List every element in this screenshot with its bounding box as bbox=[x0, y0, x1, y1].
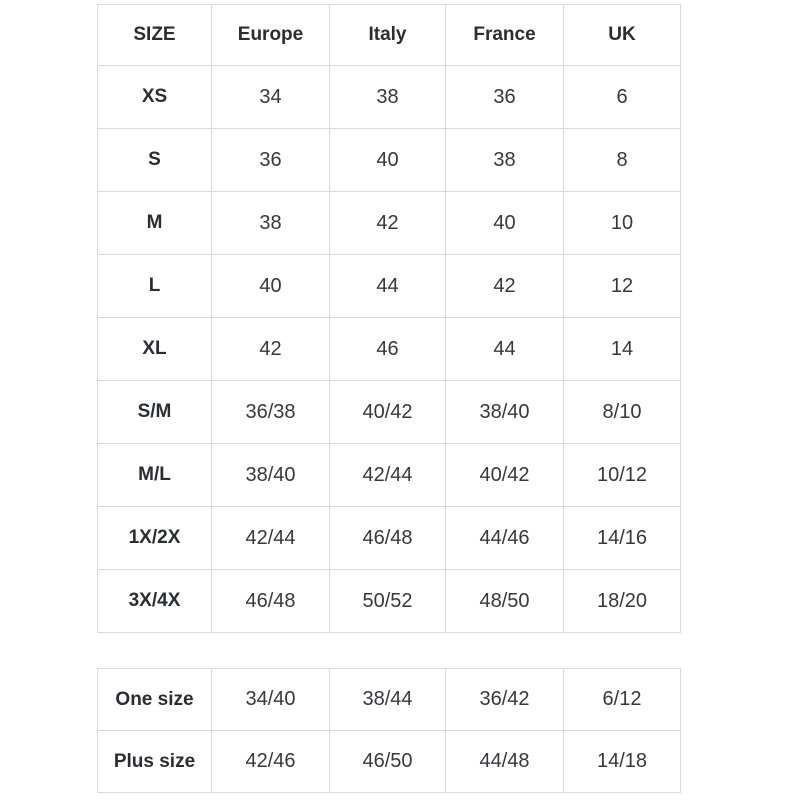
value-cell: 46 bbox=[330, 318, 446, 381]
table-row bbox=[98, 255, 681, 318]
value-cell: 38/44 bbox=[330, 669, 446, 731]
value-cell: 14/18 bbox=[564, 731, 681, 793]
size-label-cell: XS bbox=[98, 66, 212, 129]
extra-table-body bbox=[98, 669, 681, 793]
value-cell: 44/46 bbox=[446, 507, 564, 570]
value-cell: 12 bbox=[564, 255, 681, 318]
table-row bbox=[98, 669, 681, 731]
main-table-body bbox=[98, 66, 681, 633]
value-cell: 34/40 bbox=[212, 669, 330, 731]
value-cell: 42 bbox=[330, 192, 446, 255]
table-row bbox=[98, 192, 681, 255]
size-label-cell: 3X/4X bbox=[98, 570, 212, 633]
size-label-cell: One size bbox=[98, 669, 212, 731]
table-row bbox=[98, 731, 681, 793]
header-cell-size: SIZE bbox=[98, 5, 212, 66]
value-cell: 36/38 bbox=[212, 381, 330, 444]
value-cell: 38 bbox=[212, 192, 330, 255]
value-cell: 40 bbox=[212, 255, 330, 318]
header-cell-italy: Italy bbox=[330, 5, 446, 66]
value-cell: 38 bbox=[330, 66, 446, 129]
size-label-cell: S/M bbox=[98, 381, 212, 444]
header-row bbox=[98, 5, 681, 66]
size-label-cell: L bbox=[98, 255, 212, 318]
size-label-cell: XL bbox=[98, 318, 212, 381]
table-row bbox=[98, 129, 681, 192]
value-cell: 14/16 bbox=[564, 507, 681, 570]
value-cell: 42 bbox=[212, 318, 330, 381]
table-row bbox=[98, 570, 681, 633]
value-cell: 38/40 bbox=[446, 381, 564, 444]
value-cell: 18/20 bbox=[564, 570, 681, 633]
table-row bbox=[98, 318, 681, 381]
size-label-cell: S bbox=[98, 129, 212, 192]
size-label-cell: 1X/2X bbox=[98, 507, 212, 570]
size-label-cell: M bbox=[98, 192, 212, 255]
value-cell: 8 bbox=[564, 129, 681, 192]
value-cell: 48/50 bbox=[446, 570, 564, 633]
value-cell: 8/10 bbox=[564, 381, 681, 444]
header-cell-europe: Europe bbox=[212, 5, 330, 66]
value-cell: 40 bbox=[330, 129, 446, 192]
main-size-table bbox=[97, 4, 681, 633]
value-cell: 42 bbox=[446, 255, 564, 318]
value-cell: 42/46 bbox=[212, 731, 330, 793]
value-cell: 50/52 bbox=[330, 570, 446, 633]
value-cell: 46/50 bbox=[330, 731, 446, 793]
value-cell: 38 bbox=[446, 129, 564, 192]
table-row bbox=[98, 507, 681, 570]
value-cell: 36/42 bbox=[446, 669, 564, 731]
size-label-cell: M/L bbox=[98, 444, 212, 507]
value-cell: 6/12 bbox=[564, 669, 681, 731]
value-cell: 46/48 bbox=[330, 507, 446, 570]
value-cell: 40/42 bbox=[446, 444, 564, 507]
table-row bbox=[98, 66, 681, 129]
size-label-cell: Plus size bbox=[98, 731, 212, 793]
value-cell: 44/48 bbox=[446, 731, 564, 793]
extra-size-table-wrap bbox=[97, 668, 681, 793]
value-cell: 42/44 bbox=[212, 507, 330, 570]
header-cell-uk: UK bbox=[564, 5, 681, 66]
table-row bbox=[98, 444, 681, 507]
value-cell: 10/12 bbox=[564, 444, 681, 507]
value-cell: 36 bbox=[212, 129, 330, 192]
value-cell: 46/48 bbox=[212, 570, 330, 633]
value-cell: 10 bbox=[564, 192, 681, 255]
header-cell-france: France bbox=[446, 5, 564, 66]
table-row bbox=[98, 381, 681, 444]
value-cell: 38/40 bbox=[212, 444, 330, 507]
value-cell: 14 bbox=[564, 318, 681, 381]
value-cell: 40/42 bbox=[330, 381, 446, 444]
extra-size-table bbox=[97, 668, 681, 793]
value-cell: 6 bbox=[564, 66, 681, 129]
value-cell: 44 bbox=[446, 318, 564, 381]
value-cell: 44 bbox=[330, 255, 446, 318]
size-chart bbox=[97, 4, 681, 793]
value-cell: 36 bbox=[446, 66, 564, 129]
main-table-header bbox=[98, 5, 681, 66]
value-cell: 34 bbox=[212, 66, 330, 129]
value-cell: 42/44 bbox=[330, 444, 446, 507]
value-cell: 40 bbox=[446, 192, 564, 255]
